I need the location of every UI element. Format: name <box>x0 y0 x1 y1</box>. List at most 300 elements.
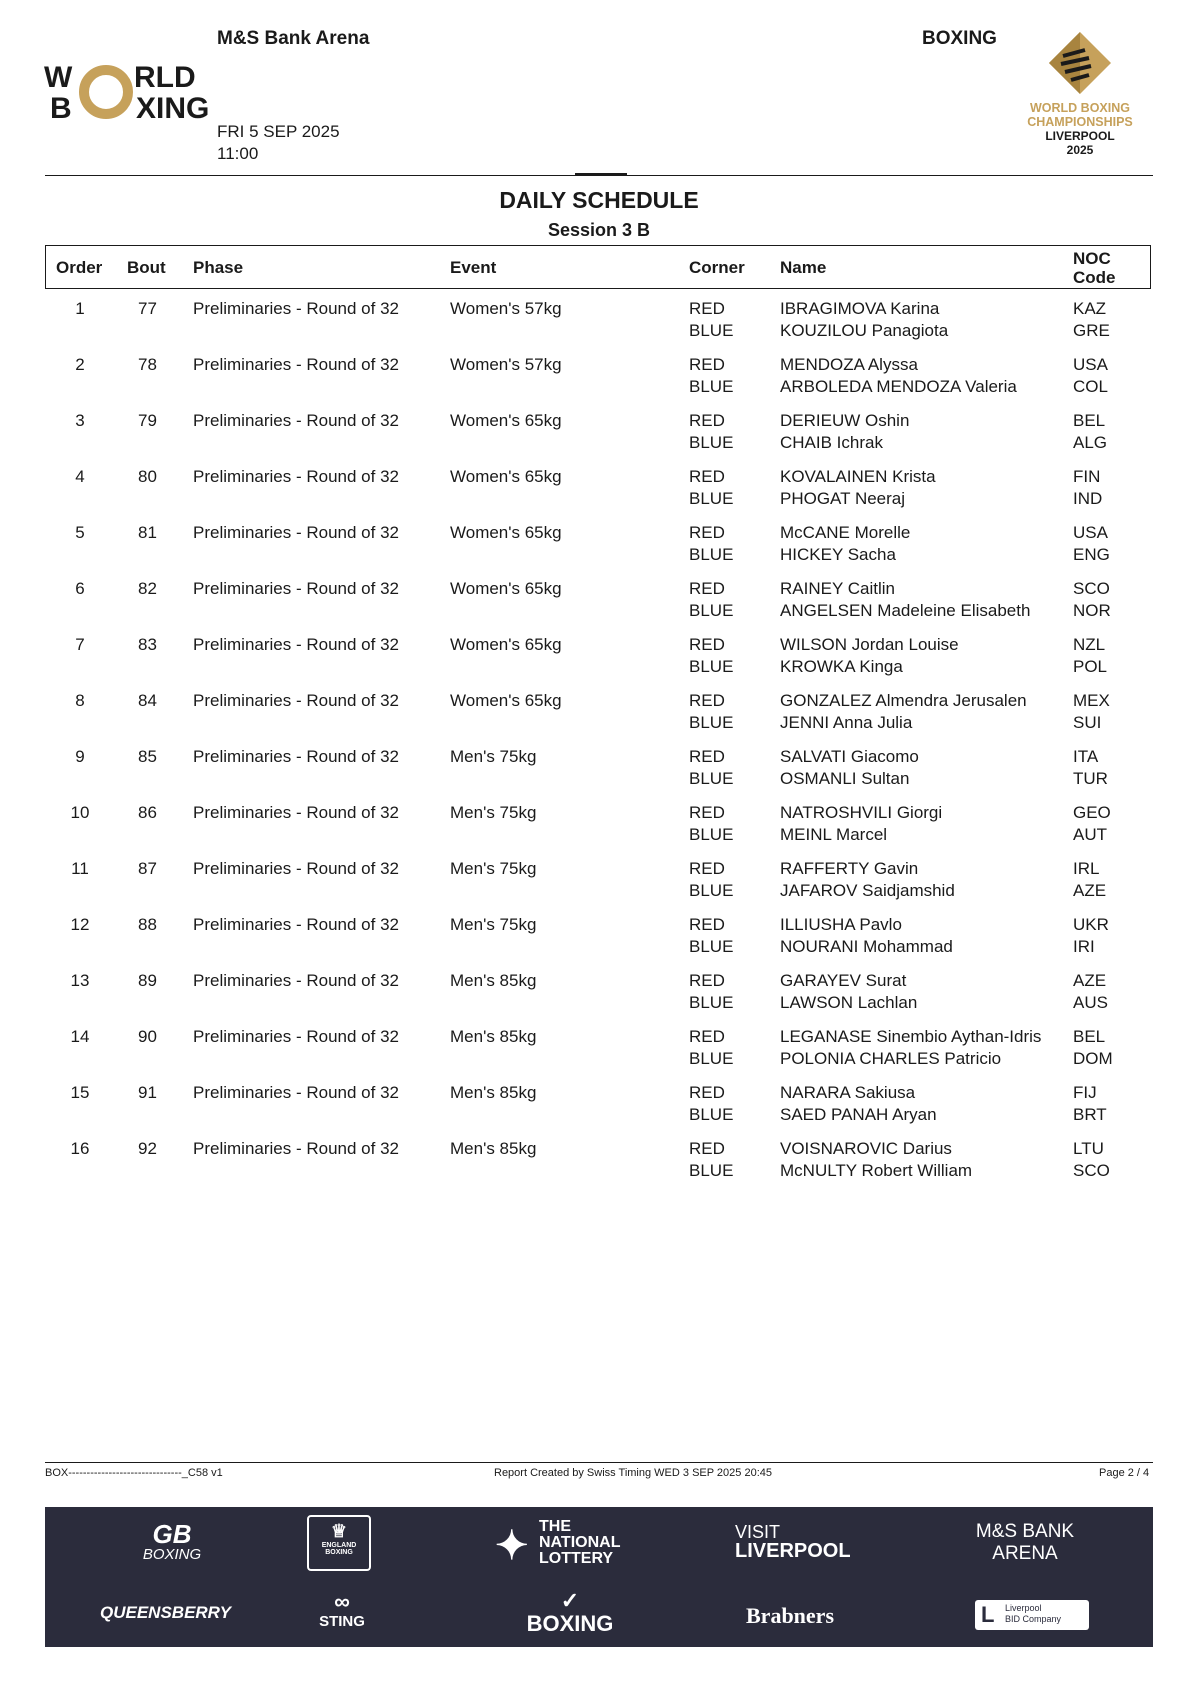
venue-name: M&S Bank Arena <box>217 28 370 49</box>
sport-name: BOXING <box>922 28 997 49</box>
phase-cell-line: Preliminaries - Round of 32 <box>193 971 399 990</box>
bout-cell-line: 78 <box>138 355 157 374</box>
event-cell <box>450 634 562 656</box>
name-cell <box>780 1082 937 1126</box>
championship-city: LIVERPOOL <box>1045 129 1115 143</box>
bout-cell-line: 83 <box>138 635 157 654</box>
name-cell <box>780 858 955 902</box>
name-cell-line: NARARA Sakiusa <box>780 1083 916 1102</box>
corner-cell-line: BLUE <box>689 937 734 956</box>
championship-emblem-icon <box>1045 30 1115 96</box>
noc-cell-line: TUR <box>1073 769 1108 788</box>
col-corner: Corner <box>689 258 745 277</box>
noc-cell-line: KAZ <box>1073 299 1107 318</box>
event-cell <box>450 1138 536 1160</box>
event-cell-line: Women's 57kg <box>450 299 562 318</box>
event-cell-line: Women's 65kg <box>450 411 562 430</box>
event-cell <box>450 858 536 880</box>
corner-cell <box>689 522 733 566</box>
bout-cell-line: 79 <box>138 411 157 430</box>
phase-cell-line: Preliminaries - Round of 32 <box>193 691 399 710</box>
corner-cell-line: RED <box>689 803 725 822</box>
corner-cell-line: RED <box>689 411 725 430</box>
corner-cell <box>689 1138 733 1182</box>
table-row <box>45 522 1151 578</box>
order-cell <box>45 298 115 320</box>
noc-cell-line: AZE <box>1073 881 1107 900</box>
table-header <box>45 245 1151 289</box>
corner-cell <box>689 634 733 678</box>
noc-cell-line: GEO <box>1073 803 1111 822</box>
event-cell <box>450 466 562 488</box>
corner-cell-line: RED <box>689 691 725 710</box>
bout-cell <box>125 298 170 320</box>
ms-bank-arena-logo: M&S BANK ARENA <box>975 1521 1075 1564</box>
session-title: Session 3 B <box>547 220 651 240</box>
name-cell-line: McNULTY Robert William <box>780 1161 973 1180</box>
col-noc-label: NOC <box>1073 249 1111 268</box>
noc-cell <box>1073 522 1110 566</box>
noc-cell-line: AUS <box>1073 993 1108 1012</box>
event-cell <box>450 1026 536 1048</box>
noc-cell-line: ALG <box>1073 433 1108 452</box>
bout-cell <box>125 690 170 712</box>
table-row <box>45 690 1151 746</box>
order-cell-line: 10 <box>70 803 90 822</box>
order-cell <box>45 858 115 880</box>
order-cell-line: 9 <box>75 747 85 766</box>
phase-cell <box>193 466 399 488</box>
corner-cell-line: BLUE <box>689 993 734 1012</box>
event-cell <box>450 746 536 768</box>
name-cell <box>780 410 909 454</box>
corner-cell <box>689 410 733 454</box>
order-cell <box>45 578 115 600</box>
order-cell-line: 12 <box>70 915 90 934</box>
table-row <box>45 1138 1151 1194</box>
report-created: Report Created by Swiss Timing WED 3 SEP 2025 20:45 <box>494 1467 772 1479</box>
name-cell-line: SALVATI Giacomo <box>780 747 919 766</box>
corner-cell-line: BLUE <box>689 377 734 396</box>
national-lottery-logo: ✦ THE NATIONAL LOTTERY <box>495 1518 621 1568</box>
order-cell-line: 16 <box>70 1139 90 1158</box>
phase-cell-line: Preliminaries - Round of 32 <box>193 1083 399 1102</box>
noc-cell-line: DOM <box>1073 1049 1113 1068</box>
corner-cell-line: RED <box>689 1027 725 1046</box>
order-cell <box>45 914 115 936</box>
name-cell-line: HICKEY Sacha <box>780 545 896 564</box>
corner-cell-line: RED <box>689 747 725 766</box>
name-cell-line: McCANE Morelle <box>780 523 911 542</box>
corner-cell <box>689 1082 733 1126</box>
svg-text:XING: XING <box>136 92 210 122</box>
name-cell <box>780 1138 972 1182</box>
bout-cell <box>125 410 170 432</box>
name-cell <box>780 578 1030 622</box>
event-cell <box>450 578 562 600</box>
corner-cell <box>689 354 733 398</box>
noc-cell-line: MEX <box>1073 691 1110 710</box>
name-cell-line: NATROSHVILI Giorgi <box>780 803 943 822</box>
event-cell-line: Men's 85kg <box>450 1027 537 1046</box>
bout-cell <box>125 578 170 600</box>
corner-cell <box>689 1026 733 1070</box>
order-cell-line: 15 <box>70 1083 90 1102</box>
corner-cell-line: RED <box>689 355 725 374</box>
visit-liverpool-logo: VISIT LIVERPOOL <box>735 1522 851 1562</box>
table-row <box>45 298 1151 354</box>
name-cell-line: MEINL Marcel <box>780 825 888 844</box>
order-cell <box>45 690 115 712</box>
header-divider-mark <box>575 173 627 175</box>
name-cell <box>780 970 917 1014</box>
col-phase: Phase <box>193 258 244 277</box>
noc-cell <box>1073 1082 1107 1126</box>
noc-cell-line: FIN <box>1073 467 1101 486</box>
corner-cell-line: RED <box>689 579 725 598</box>
report-code: BOX-------------------------------_C58 v1 <box>45 1467 223 1479</box>
col-order: Order <box>56 258 103 277</box>
order-cell <box>45 522 115 544</box>
corner-cell <box>689 746 733 790</box>
event-cell <box>450 410 562 432</box>
name-cell-line: CHAIB Ichrak <box>780 433 883 452</box>
phase-cell <box>193 410 399 432</box>
noc-cell-line: POL <box>1073 657 1108 676</box>
noc-cell-line: GRE <box>1073 321 1110 340</box>
bout-cell-line: 85 <box>138 747 157 766</box>
bout-cell <box>125 914 170 936</box>
name-cell-line: ARBOLEDA MENDOZA Valeria <box>780 377 1017 396</box>
corner-cell-line: RED <box>689 467 725 486</box>
phase-cell <box>193 1138 399 1160</box>
championship-logo <box>1015 30 1145 160</box>
phase-cell-line: Preliminaries - Round of 32 <box>193 579 399 598</box>
order-cell <box>45 1082 115 1104</box>
table-row <box>45 914 1151 970</box>
corner-cell <box>689 914 733 958</box>
bout-cell-line: 88 <box>138 915 157 934</box>
corner-cell-line: RED <box>689 859 725 878</box>
name-cell <box>780 1026 1041 1070</box>
bout-cell-line: 92 <box>138 1139 157 1158</box>
order-cell <box>45 466 115 488</box>
session-datetime <box>217 121 340 165</box>
noc-cell <box>1073 634 1107 678</box>
noc-cell-line: AUT <box>1073 825 1107 844</box>
phase-cell-line: Preliminaries - Round of 32 <box>193 915 399 934</box>
bout-cell-line: 77 <box>138 299 157 318</box>
noc-cell <box>1073 1138 1110 1182</box>
name-cell-line: RAFFERTY Gavin <box>780 859 919 878</box>
phase-cell-line: Preliminaries - Round of 32 <box>193 467 399 486</box>
table-row <box>45 1082 1151 1138</box>
phase-cell-line: Preliminaries - Round of 32 <box>193 355 399 374</box>
table-row <box>45 466 1151 522</box>
table-row <box>45 970 1151 1026</box>
phase-cell <box>193 690 399 712</box>
name-cell <box>780 298 948 342</box>
corner-cell <box>689 970 733 1014</box>
noc-cell <box>1073 578 1111 622</box>
corner-cell-line: BLUE <box>689 769 734 788</box>
name-cell-line: ILLIUSHA Pavlo <box>780 915 902 934</box>
event-cell-line: Men's 85kg <box>450 1083 537 1102</box>
noc-cell-line: IND <box>1073 489 1103 508</box>
header-divider <box>45 175 1153 176</box>
phase-cell-line: Preliminaries - Round of 32 <box>193 747 399 766</box>
noc-cell-line: UKR <box>1073 915 1109 934</box>
phase-cell-line: Preliminaries - Round of 32 <box>193 635 399 654</box>
phase-cell-line: Preliminaries - Round of 32 <box>193 859 399 878</box>
bout-cell <box>125 970 170 992</box>
corner-cell-line: BLUE <box>689 321 734 340</box>
corner-cell-line: BLUE <box>689 1105 734 1124</box>
name-cell-line: IBRAGIMOVA Karina <box>780 299 940 318</box>
liverpool-bid-logo: L Liverpool BID Company <box>975 1600 1089 1630</box>
name-cell <box>780 466 936 510</box>
col-bout: Bout <box>127 258 166 277</box>
phase-cell <box>193 858 399 880</box>
noc-cell-line: COL <box>1073 377 1108 396</box>
name-cell-line: GONZALEZ Almendra Jerusalen <box>780 691 1027 710</box>
svg-text:RLD: RLD <box>134 61 196 94</box>
corner-cell-line: RED <box>689 635 725 654</box>
event-cell-line: Women's 65kg <box>450 467 562 486</box>
bout-cell <box>125 746 170 768</box>
bout-cell-line: 86 <box>138 803 157 822</box>
name-cell <box>780 690 1027 734</box>
phase-cell <box>193 298 399 320</box>
noc-cell-line: BRT <box>1073 1105 1107 1124</box>
order-cell-line: 11 <box>71 859 89 878</box>
corner-cell-line: RED <box>689 299 725 318</box>
order-cell-line: 8 <box>75 691 85 710</box>
corner-cell-line: BLUE <box>689 1049 734 1068</box>
col-code-label: Code <box>1073 268 1116 287</box>
nike-boxing-logo: ✓ BOXING <box>526 1588 614 1636</box>
phase-cell-line: Preliminaries - Round of 32 <box>193 411 399 430</box>
order-cell <box>45 1138 115 1160</box>
phase-cell <box>193 1082 399 1104</box>
name-cell <box>780 354 1017 398</box>
noc-cell-line: BEL <box>1073 411 1106 430</box>
noc-cell-line: SCO <box>1073 1161 1110 1180</box>
page-number: Page 2 / 4 <box>1099 1467 1150 1479</box>
noc-cell-line: IRI <box>1073 937 1095 956</box>
session-date: FRI 5 SEP 2025 <box>217 122 340 141</box>
bout-cell-line: 82 <box>138 579 157 598</box>
noc-cell-line: ITA <box>1073 747 1099 766</box>
event-cell-line: Women's 65kg <box>450 691 562 710</box>
queensberry-logo: QUEENSBERRY <box>100 1603 231 1622</box>
order-cell-line: 2 <box>75 355 85 374</box>
phase-cell <box>193 354 399 376</box>
order-cell-line: 14 <box>70 1027 90 1046</box>
noc-cell <box>1073 802 1111 846</box>
event-cell-line: Women's 65kg <box>450 579 562 598</box>
bout-cell-line: 87 <box>138 859 157 878</box>
noc-cell <box>1073 690 1110 734</box>
noc-cell-line: SUI <box>1073 713 1102 732</box>
corner-cell-line: BLUE <box>689 601 734 620</box>
order-cell-line: 5 <box>75 523 85 542</box>
corner-cell <box>689 578 733 622</box>
event-cell-line: Men's 85kg <box>450 971 537 990</box>
phase-cell-line: Preliminaries - Round of 32 <box>193 1139 399 1158</box>
championship-year: 2025 <box>1066 143 1094 157</box>
order-cell <box>45 802 115 824</box>
event-cell <box>450 354 562 376</box>
event-cell-line: Men's 75kg <box>450 915 537 934</box>
world-boxing-logo <box>44 60 220 122</box>
name-cell-line: VOISNAROVIC Darius <box>780 1139 952 1158</box>
noc-cell <box>1073 914 1109 958</box>
name-cell <box>780 914 953 958</box>
noc-cell <box>1073 970 1108 1014</box>
event-cell <box>450 914 536 936</box>
page-title: DAILY SCHEDULE <box>499 187 699 213</box>
name-cell-line: KROWKA Kinga <box>780 657 903 676</box>
bout-cell-line: 91 <box>138 1083 157 1102</box>
bout-cell <box>125 858 170 880</box>
event-cell-line: Women's 65kg <box>450 635 562 654</box>
phase-cell <box>193 914 399 936</box>
bout-cell <box>125 466 170 488</box>
noc-cell-line: AZE <box>1073 971 1107 990</box>
event-cell-line: Men's 85kg <box>450 1139 537 1158</box>
event-cell-line: Women's 57kg <box>450 355 562 374</box>
name-cell-line: KOVALAINEN Krista <box>780 467 936 486</box>
corner-cell-line: RED <box>689 1139 725 1158</box>
name-cell-line: MENDOZA Alyssa <box>780 355 918 374</box>
noc-cell-line: IRL <box>1073 859 1100 878</box>
name-cell-line: DERIEUW Oshin <box>780 411 910 430</box>
table-row <box>45 746 1151 802</box>
event-cell-line: Men's 75kg <box>450 803 537 822</box>
phase-cell <box>193 1026 399 1048</box>
event-cell-line: Women's 65kg <box>450 523 562 542</box>
corner-cell-line: BLUE <box>689 489 734 508</box>
bout-cell <box>125 354 170 376</box>
event-cell <box>450 298 562 320</box>
corner-cell <box>689 802 733 846</box>
phase-cell-line: Preliminaries - Round of 32 <box>193 299 399 318</box>
name-cell-line: GARAYEV Surat <box>780 971 907 990</box>
name-cell-line: LEGANASE Sinembio Aythan-Idris <box>780 1027 1042 1046</box>
order-cell <box>45 410 115 432</box>
event-cell <box>450 1082 536 1104</box>
noc-cell-line: BEL <box>1073 1027 1106 1046</box>
gb-boxing-logo: GB BOXING <box>142 1519 202 1563</box>
svg-text:W: W <box>44 61 73 94</box>
name-cell-line: OSMANLI Sultan <box>780 769 910 788</box>
order-cell-line: 3 <box>75 411 85 430</box>
corner-cell-line: RED <box>689 915 725 934</box>
session-time: 11:00 <box>217 144 259 163</box>
order-cell <box>45 970 115 992</box>
corner-cell-line: BLUE <box>689 825 734 844</box>
noc-cell-line: NOR <box>1073 601 1111 620</box>
england-boxing-logo: ♕ ENGLAND BOXING <box>307 1515 371 1571</box>
phase-cell <box>193 746 399 768</box>
name-cell <box>780 802 942 846</box>
phase-cell <box>193 802 399 824</box>
phase-cell-line: Preliminaries - Round of 32 <box>193 803 399 822</box>
event-cell <box>450 802 536 824</box>
sponsor-banner <box>45 1507 1153 1647</box>
name-cell <box>780 522 910 566</box>
order-cell <box>45 634 115 656</box>
phase-cell <box>193 578 399 600</box>
col-name: Name <box>780 258 827 277</box>
event-cell <box>450 970 536 992</box>
name-cell-line: ANGELSEN Madeleine Elisabeth <box>780 601 1031 620</box>
noc-cell-line: SCO <box>1073 579 1110 598</box>
bout-cell-line: 90 <box>138 1027 157 1046</box>
noc-cell-line: FIJ <box>1073 1083 1097 1102</box>
table-row <box>45 634 1151 690</box>
bout-cell <box>125 802 170 824</box>
championship-line-2: CHAMPIONSHIPS <box>1027 115 1133 129</box>
phase-cell-line: Preliminaries - Round of 32 <box>193 523 399 542</box>
noc-cell-line: LTU <box>1073 1139 1104 1158</box>
order-cell-line: 6 <box>75 579 85 598</box>
bout-cell <box>125 522 170 544</box>
name-cell-line: NOURANI Mohammad <box>780 937 953 956</box>
bout-cell <box>125 1138 170 1160</box>
noc-cell <box>1073 746 1108 790</box>
championship-line-1: WORLD BOXING <box>1030 101 1130 115</box>
table-row <box>45 578 1151 634</box>
corner-cell-line: BLUE <box>689 881 734 900</box>
table-row <box>45 1026 1151 1082</box>
name-cell-line: RAINEY Caitlin <box>780 579 895 598</box>
bout-cell <box>125 1082 170 1104</box>
col-noc-code <box>1073 249 1116 287</box>
bout-cell-line: 80 <box>138 467 157 486</box>
order-cell <box>45 1026 115 1048</box>
svg-text:B: B <box>50 92 72 122</box>
name-cell-line: JAFAROV Saidjamshid <box>780 881 955 900</box>
corner-cell <box>689 466 733 510</box>
corner-cell-line: RED <box>689 971 725 990</box>
corner-cell-line: BLUE <box>689 1161 734 1180</box>
event-cell-line: Men's 75kg <box>450 859 537 878</box>
corner-cell-line: RED <box>689 523 725 542</box>
footer-divider <box>45 1462 1153 1463</box>
noc-cell-line: USA <box>1073 355 1108 374</box>
name-cell-line: SAED PANAH Aryan <box>780 1105 937 1124</box>
bout-cell <box>125 634 170 656</box>
order-cell <box>45 354 115 376</box>
order-cell-line: 7 <box>75 635 85 654</box>
event-cell <box>450 522 562 544</box>
corner-cell <box>689 690 733 734</box>
name-cell-line: JENNI Anna Julia <box>780 713 913 732</box>
event-cell <box>450 690 562 712</box>
name-cell <box>780 634 959 678</box>
noc-cell <box>1073 354 1108 398</box>
brabners-logo: Brabners <box>746 1603 834 1628</box>
corner-cell-line: BLUE <box>689 657 734 676</box>
table-row <box>45 354 1151 410</box>
phase-cell-line: Preliminaries - Round of 32 <box>193 1027 399 1046</box>
order-cell <box>45 746 115 768</box>
phase-cell <box>193 634 399 656</box>
name-cell-line: WILSON Jordan Louise <box>780 635 959 654</box>
corner-cell-line: RED <box>689 1083 725 1102</box>
